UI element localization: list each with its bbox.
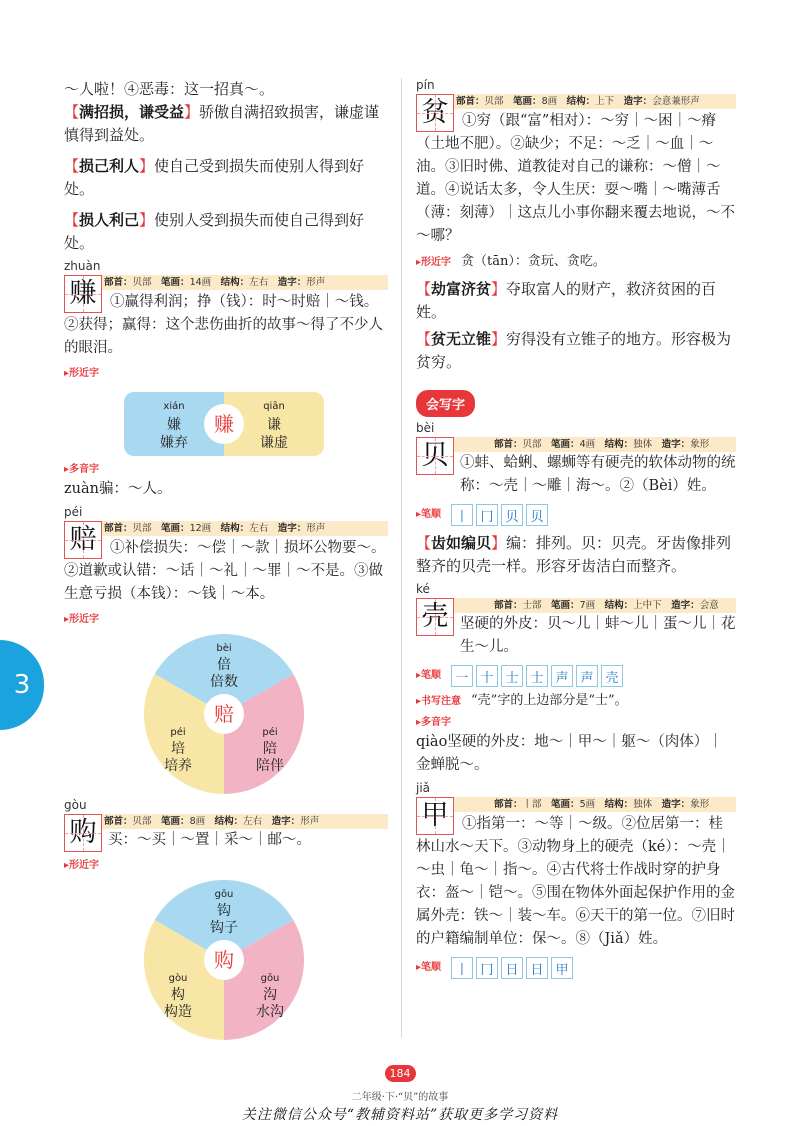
char-info-bar: 部首：士部 笔画：7画 结构：上中下 造字：会意 bbox=[454, 598, 736, 613]
similar-char-right: gōu 沟 水沟 bbox=[256, 973, 284, 1020]
similar-char-left: xián 嫌 嫌弃 bbox=[160, 401, 188, 451]
unit-tab: 3 bbox=[0, 640, 44, 730]
right-column bbox=[416, 78, 736, 979]
stroke-step: 丨 bbox=[451, 957, 473, 979]
page-number: 184 bbox=[0, 1062, 800, 1082]
stroke-step: 士 bbox=[526, 665, 548, 687]
stroke-step: 贝 bbox=[501, 504, 523, 526]
stroke-order bbox=[451, 665, 623, 687]
similar-char-left: gòu 构 构造 bbox=[164, 973, 192, 1020]
char-box: 壳 bbox=[416, 598, 454, 636]
stroke-tag: ▸ 笔顺 bbox=[416, 668, 441, 684]
similar-center-char: 购 bbox=[214, 948, 234, 972]
polyphone-definition: qiào坚硬的外皮：地～｜甲～｜躯～（肉体）｜金蝉脱～。 bbox=[416, 734, 723, 773]
entry-pinyin: pín bbox=[416, 78, 435, 92]
char-entry-gou bbox=[64, 814, 388, 852]
stroke-step: 甲 bbox=[551, 957, 573, 979]
page-subtitle: 二年级·下·“贝”的故事 bbox=[351, 1092, 449, 1103]
polyphone-tag: ▸ 多音字 bbox=[64, 462, 388, 478]
polyphone-definition: zuàn骗：～人。 bbox=[64, 481, 172, 497]
stroke-step: 一 bbox=[451, 665, 473, 687]
stroke-step: 日 bbox=[501, 957, 523, 979]
stroke-order-row bbox=[416, 957, 736, 979]
entry-pinyin: jiǎ bbox=[416, 781, 431, 795]
char-definition: ①穷（跟“富”相对）：～穷｜～困｜～瘠（土地不肥）。②缺少；不足：～乏｜～血｜～油。③旧时佛、道教徒对自己的谦称：～僧｜～道。④说话太多，令人生厌：耍～嘴｜～嘴薄舌（薄：刻薄）｜这点儿小事你翻来覆去地说，～不～哪？ bbox=[416, 113, 735, 244]
similar-chars-wheel bbox=[144, 880, 304, 1040]
char-info-bar: 部首：丨部 笔画：5画 结构：独体 造字：象形 bbox=[454, 797, 736, 812]
char-box: 赔 bbox=[64, 521, 102, 559]
stroke-order-row bbox=[416, 665, 736, 687]
char-definition: ①赢得利润；挣（钱）：时～时赔｜～钱。②获得；赢得：这个悲伤曲折的故事～得了不少人的眼泪。 bbox=[64, 294, 383, 356]
similar-chars-pill bbox=[124, 392, 324, 456]
similar-tag: ▸ 形近字 bbox=[64, 366, 388, 382]
similar-char-left: péi 培 培养 bbox=[164, 727, 192, 774]
idiom: 【损人利己】使别人受到损失而使自己得到好处。 bbox=[64, 211, 365, 252]
char-entry-bei bbox=[416, 437, 736, 498]
writing-note: ▸ 书写注意 “壳”字的上边部分是“士”。 bbox=[416, 693, 736, 709]
stroke-step: 声 bbox=[551, 665, 573, 687]
stroke-order bbox=[451, 504, 548, 526]
char-info-bar: 部首：贝部 笔画：8画 结构：左右 造字：形声 bbox=[64, 814, 388, 829]
char-box: 贝 bbox=[416, 437, 454, 475]
entry-pinyin: bèi bbox=[416, 421, 435, 435]
stroke-step: 士 bbox=[501, 665, 523, 687]
similar-tag: ▸ 形近字 bbox=[64, 858, 388, 874]
idiom: 【损己利人】使自己受到损失而使别人得到好处。 bbox=[64, 157, 365, 198]
char-entry-ke bbox=[416, 598, 736, 659]
char-info-bar: 部首：贝部 笔画：8画 结构：上下 造字：会意兼形声 bbox=[416, 94, 736, 109]
left-column bbox=[64, 78, 388, 1040]
stroke-step: 日 bbox=[526, 957, 548, 979]
idiom: 【劫富济贫】夺取富人的财产，救济贫困的百姓。 bbox=[416, 280, 717, 321]
similar-chars-wheel bbox=[144, 634, 304, 794]
char-definition: ①指第一：～等｜～级。②位居第一：桂林山水～天下。③动物身上的硬壳（ké）：～壳｜～虫｜龟～｜指～。④古代将士作战时穿的护身衣：盔～｜铠～。⑤围在物体外面起保护作用的金属外壳：铁～｜装～车。⑥天干的第一位。⑦旧时的户籍编制单位：保～。⑧（Jiǎ）姓。 bbox=[416, 816, 735, 947]
stroke-step: 冂 bbox=[476, 504, 498, 526]
char-box: 贫 bbox=[416, 94, 454, 132]
char-info-bar: 部首：贝部 笔画：14画 结构：左右 造字：形声 bbox=[64, 275, 388, 290]
stroke-step: 冂 bbox=[476, 957, 498, 979]
stroke-step: 丨 bbox=[451, 504, 473, 526]
idiom: 【满招损，谦受益】骄傲自满招致损害，谦虚谨慎得到益处。 bbox=[64, 103, 380, 144]
stroke-step: 声 bbox=[576, 665, 598, 687]
char-definition: 坚硬的外皮：贝～儿｜蚌～儿｜蛋～儿｜花生～儿。 bbox=[460, 616, 736, 655]
similar-center-char: 赚 bbox=[204, 404, 244, 444]
char-definition: ①蚌、蛤蜊、螺蛳等有硬壳的软体动物的统称：～壳｜～雕｜海～。②（Bèi）姓。 bbox=[460, 455, 736, 494]
similar-char-top: bèi 倍 倍数 bbox=[210, 643, 238, 690]
entry-pinyin: gòu bbox=[64, 798, 87, 812]
char-info-bar: 部首：贝部 笔画：4画 结构：独体 造字：象形 bbox=[454, 437, 736, 452]
polyphone-tag: ▸ 多音字 bbox=[416, 715, 736, 731]
similar-char-right: qiān 谦 谦虚 bbox=[260, 401, 288, 451]
char-definition: 买：～买｜～置｜采～｜邮～。 bbox=[108, 832, 311, 848]
entry-pinyin: péi bbox=[64, 505, 83, 519]
char-box: 甲 bbox=[416, 797, 454, 835]
wechat-notice: 关注微信公众号“教辅资料站”获取更多学习资料 bbox=[241, 1107, 559, 1123]
similar-char-right: péi 陪 陪伴 bbox=[256, 727, 284, 774]
stroke-order bbox=[451, 957, 573, 979]
idiom: 【贫无立锥】穷得没有立锥子的地方。形容极为贫穷。 bbox=[416, 330, 732, 371]
similar-center-char: 赔 bbox=[214, 702, 234, 726]
section-title: 会写字 bbox=[416, 390, 475, 417]
continued-definition: ～人啦！④恶毒：这一招真～。 bbox=[64, 80, 275, 98]
stroke-tag: ▸ 笔顺 bbox=[416, 960, 441, 976]
idiom: 【齿如编贝】编：排列。贝：贝壳。牙齿像排列整齐的贝壳一样。形容牙齿洁白而整齐。 bbox=[416, 534, 732, 575]
char-info-bar: 部首：贝部 笔画：12画 结构：左右 造字：形声 bbox=[64, 521, 388, 536]
stroke-order-row bbox=[416, 504, 736, 526]
stroke-step: 壳 bbox=[601, 665, 623, 687]
similar-char-top: gōu 钩 钩子 bbox=[210, 889, 238, 936]
stroke-tag: ▸ 笔顺 bbox=[416, 507, 441, 523]
stroke-step: 贝 bbox=[526, 504, 548, 526]
similar-tag: ▸ 形近字 bbox=[64, 612, 388, 628]
entry-pinyin: ké bbox=[416, 582, 430, 596]
entry-pinyin: zhuàn bbox=[64, 259, 101, 273]
similar-tag: ▸ 形近字 贪（tān）：贪玩、贪吃。 bbox=[416, 254, 736, 270]
char-definition: ①补偿损失：～偿｜～款｜损坏公物要～。②道歉或认错：～话｜～礼｜～罪｜～不是。③做生意亏损（本钱）：～钱｜～本。 bbox=[64, 540, 386, 602]
stroke-step: 十 bbox=[476, 665, 498, 687]
char-box: 赚 bbox=[64, 275, 102, 313]
char-box: 购 bbox=[64, 814, 102, 852]
column-divider bbox=[401, 78, 402, 1038]
